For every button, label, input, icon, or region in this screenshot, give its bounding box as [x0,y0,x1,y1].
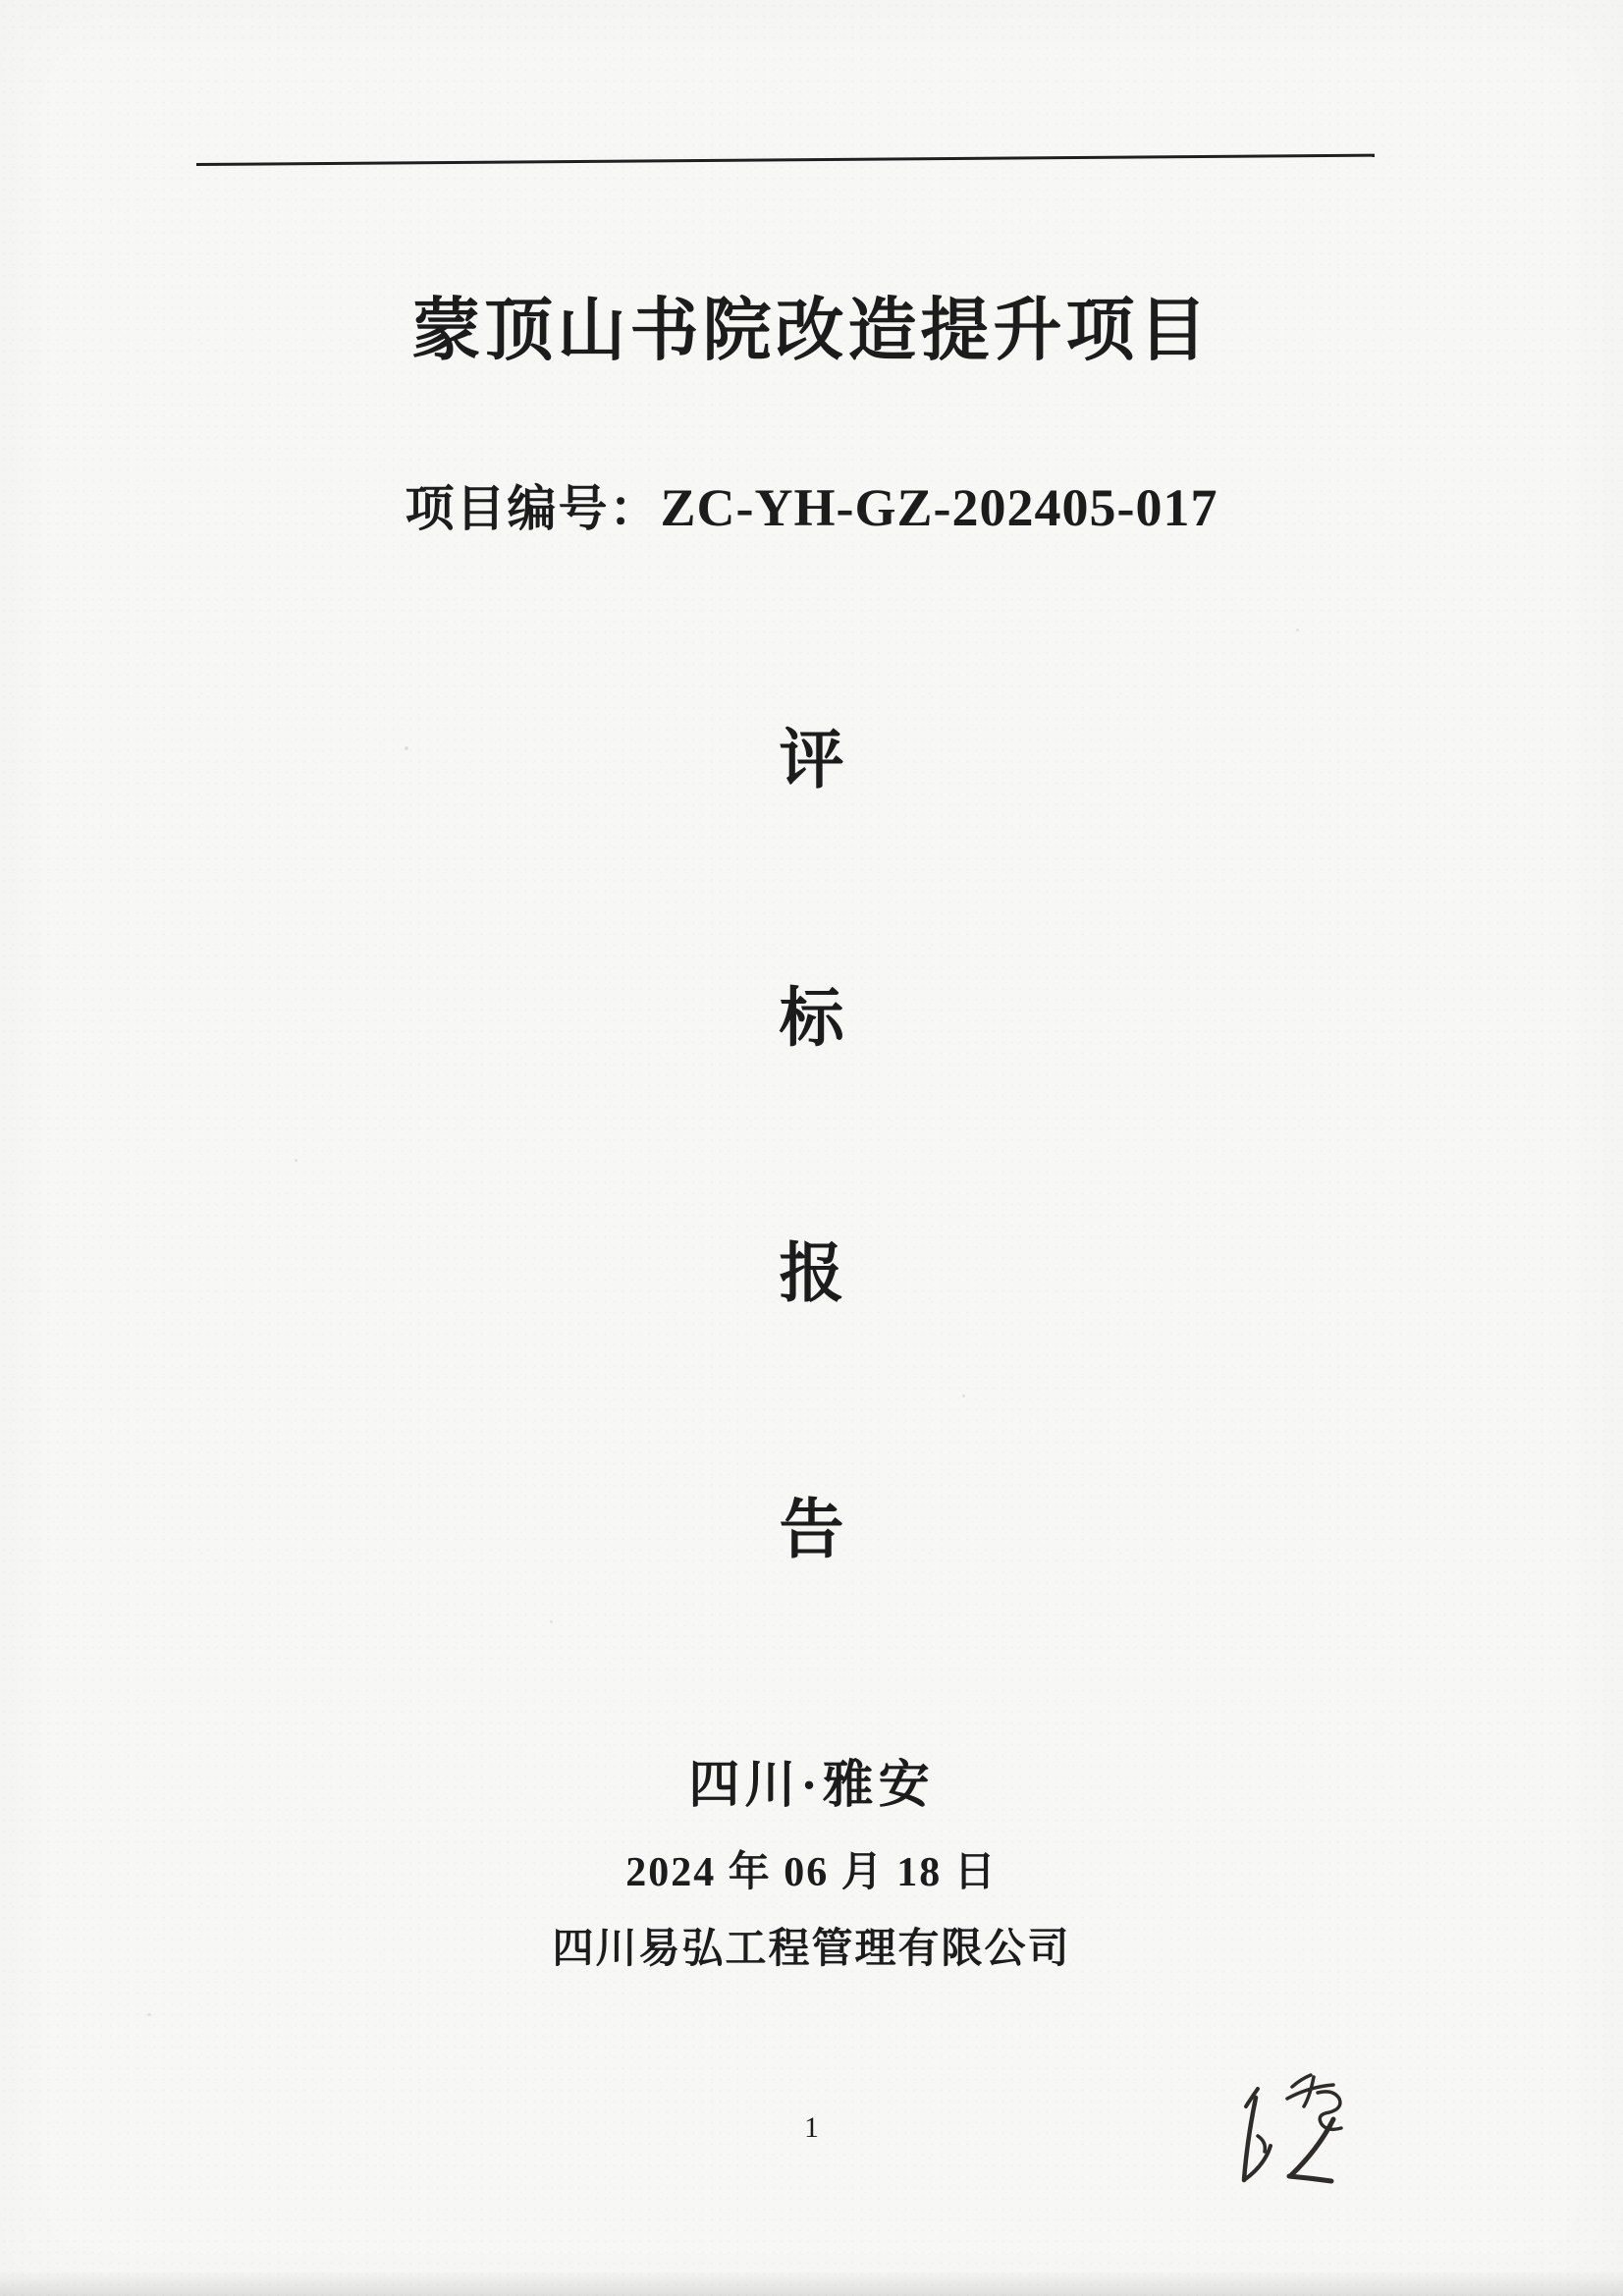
header-rule-line [196,154,1375,166]
document-title: 蒙顶山书院改造提升项目 [411,294,1212,369]
page-number: 1 [804,2111,819,2144]
project-number-line [0,478,1623,537]
company-name: 四川易弘工程管理有限公司 [552,1927,1071,1972]
scan-speck [550,1620,553,1623]
handwritten-signature [1220,2062,1373,2219]
vertical-title-char-biao: 标 [779,983,844,1055]
scan-speck [1296,629,1299,631]
vertical-title-char-gao: 告 [779,1495,844,1566]
scan-speck [147,2013,151,2016]
vertical-title-char-bao: 报 [779,1238,844,1310]
location-text: 四川·雅安 [688,1758,935,1814]
project-number-value: ZC-YH-GZ-202405-017 [660,478,1218,537]
scan-edge-shadow [0,2270,1623,2296]
project-number-label: 项目编号： [405,481,661,536]
scan-speck [405,746,408,750]
scan-speck [295,1159,298,1162]
vertical-title-char-ping: 评 [779,725,844,796]
date-text: 2024 年 06 月 18 日 [625,1850,998,1895]
scan-speck [962,1394,965,1397]
